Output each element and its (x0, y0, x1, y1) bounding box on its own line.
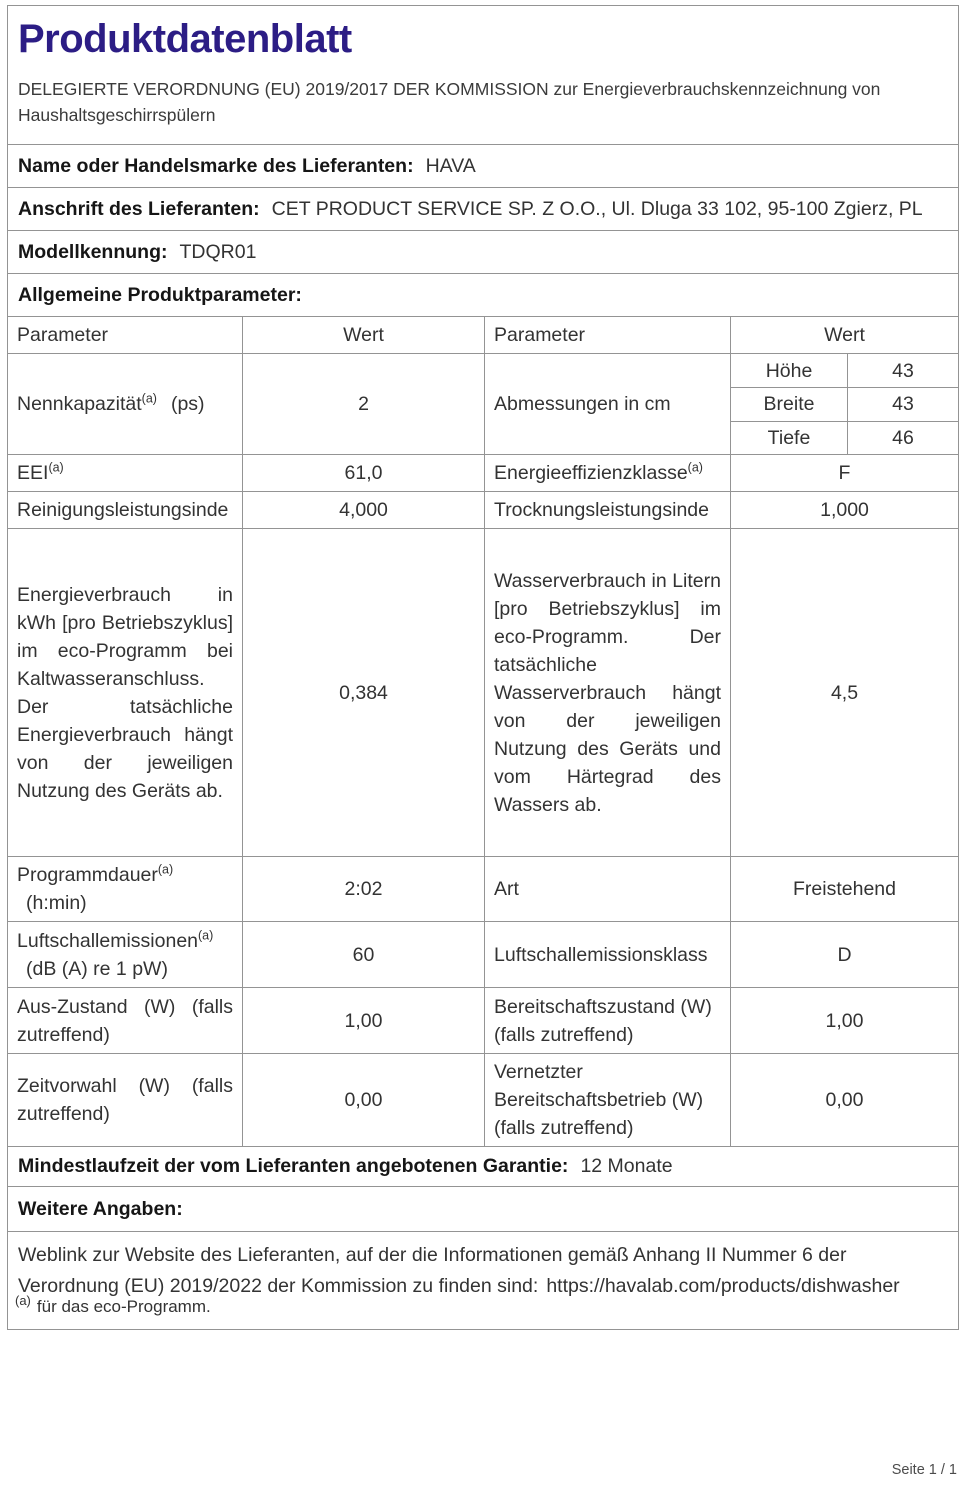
model-label: Modellkennung: (18, 240, 168, 263)
row-energy-water (8, 528, 958, 856)
noise-name: Luftschallemissionen$^{(a)}$ (dB (A) re 1 pW) (17, 928, 214, 980)
dimension-row-depth (731, 421, 958, 455)
footnote-marker: (a) (15, 1293, 31, 1309)
dimension-value: 43 (847, 388, 958, 421)
energy-class-name: Energieeffizienzklasse$^{(a)}$ (484, 455, 730, 491)
supplier-name-label: Name oder Handelsmarke des Lieferanten: (18, 154, 414, 177)
networked-standby-value: 0,00 (730, 1054, 958, 1146)
type-name: Art (484, 857, 730, 921)
additional-info-label: Weitere Angaben: (18, 1197, 183, 1220)
warranty-value: 12 Monate (580, 1155, 673, 1177)
dimension-label: Tiefe (767, 426, 811, 449)
program-duration-value: 2:02 (242, 857, 484, 921)
additional-info-row (8, 1186, 958, 1231)
eei-value: 61,0 (242, 455, 484, 491)
water-consumption-value: 4,5 (730, 529, 958, 856)
footnote-marker: (a) (198, 928, 214, 942)
energy-consumption-value: 0,384 (242, 529, 484, 856)
dimension-label: Höhe (765, 359, 813, 382)
col-header-wert-1: Wert (242, 317, 484, 353)
supplier-name-row (8, 144, 958, 187)
water-consumption-name: Wasserverbrauch in Litern [pro Betriebszyklus] im eco-Programm. Der tatsächliche Wasserverbrauch hängt von der jeweiligen Nutzung des Geräts und vom Härtegrad des Wassers ab. (484, 529, 730, 856)
col-header-wert-2: Wert (730, 317, 958, 353)
row-eei-energyclass (8, 454, 958, 491)
dimensions-name: Abmessungen in cm (484, 354, 730, 454)
footnote-marker: (a) (141, 391, 157, 406)
standby-value: 1,00 (730, 988, 958, 1053)
weblink-label: Weblink zur Website des Lieferanten, auf der die Informationen gemäß Anhang II Nummer 6 der Verordnung (EU) 2019/2022 der Kommission zu finden sind: (18, 1244, 847, 1297)
dimension-value: 43 (847, 354, 958, 387)
row-duration-type (8, 856, 958, 921)
page-indicator: Seite 1 / 1 (891, 1462, 957, 1478)
noise-class-value: D (730, 922, 958, 987)
footnote-marker: (a) (48, 460, 64, 475)
dimension-row-height (731, 354, 958, 387)
noise-class-name: Luftschallemissionsklass (484, 922, 730, 987)
delay-start-name: Zeitvorwahl (W) (falls zutreffend) (17, 1075, 233, 1125)
drying-index-value: 1,000 (730, 492, 958, 528)
eei-name: EEI$^{(a)}$ (17, 460, 64, 484)
supplier-address-label: Anschrift des Lieferanten: (18, 197, 260, 220)
row-delay-networked (8, 1053, 958, 1146)
table-header-row (8, 316, 958, 353)
noise-value: 60 (242, 922, 484, 987)
page-title: Produktdatenblatt (18, 17, 352, 61)
title-block (8, 6, 958, 144)
off-mode-value: 1,00 (242, 988, 484, 1053)
off-mode-name: Aus-Zustand (W) (falls zutreffend) (17, 995, 233, 1046)
footnote-text: für das eco-Programm. (36, 1297, 211, 1316)
general-parameters-heading-row (8, 273, 958, 316)
footnote (15, 1293, 211, 1317)
standby-name: Bereitschaftszustand (W) (falls zutreffend) (484, 988, 730, 1053)
footnote-marker: (a) (157, 862, 174, 877)
dimensions-subtable (730, 354, 958, 454)
delay-start-value: 0,00 (242, 1054, 484, 1146)
row-cleaning-drying (8, 491, 958, 528)
model-value: TDQR01 (179, 240, 257, 263)
dimension-row-width (731, 387, 958, 421)
supplier-name-value: HAVA (425, 154, 476, 177)
col-header-parameter-1: Parameter (17, 324, 109, 346)
cleaning-index-value: 4,000 (242, 492, 484, 528)
warranty-row (8, 1146, 958, 1186)
supplier-address-row (8, 187, 958, 230)
type-value: Freistehend (730, 857, 958, 921)
weblink-url[interactable]: https://havalab.com/products/dishwasher (546, 1275, 900, 1297)
cleaning-index-name: Reinigungsleistungsinde (17, 499, 229, 521)
energy-class-value: F (730, 455, 958, 491)
general-parameters-heading: Allgemeine Produktparameter: (18, 283, 302, 306)
dimension-label: Breite (763, 393, 815, 416)
model-row (8, 230, 958, 273)
drying-index-name: Trocknungsleistungsinde (484, 492, 730, 528)
row-capacity-dimensions (8, 353, 958, 454)
energy-consumption-name: Energieverbrauch in kWh [pro Betriebszyklus] im eco-Programm bei Kaltwasseranschluss. Der tatsächliche Energieverbrauch hängt von der jeweiligen Nutzung des Geräts ab. (17, 583, 233, 802)
warranty-label: Mindestlaufzeit der vom Lieferanten angebotenen Garantie: (18, 1155, 569, 1177)
col-header-parameter-2: Parameter (484, 317, 730, 353)
program-duration-name: Programmdauer$^{(a)}$ (h:min) (17, 862, 174, 914)
row-offmode-standby (8, 987, 958, 1053)
supplier-address-value: CET PRODUCT SERVICE SP. Z O.O., Ul. Dluga 33 102, 95-100 Zgierz, PL (271, 197, 923, 220)
footnote-marker: (a) (687, 460, 703, 475)
capacity-name: Nennkapazität$^{(a)}$ (ps) (17, 391, 205, 415)
datasheet (7, 5, 959, 1330)
networked-standby-name: Vernetzter Bereitschaftsbetrieb (W) (falls zutreffend) (484, 1054, 730, 1146)
regulation-text: DELEGIERTE VERORDNUNG (EU) 2019/2017 DER KOMMISSION zur Energieverbrauchskennzeichnung von Haushaltsgeschirrspülern (18, 79, 881, 125)
dimension-value: 46 (847, 422, 958, 455)
row-noise (8, 921, 958, 987)
capacity-value: 2 (242, 354, 484, 454)
